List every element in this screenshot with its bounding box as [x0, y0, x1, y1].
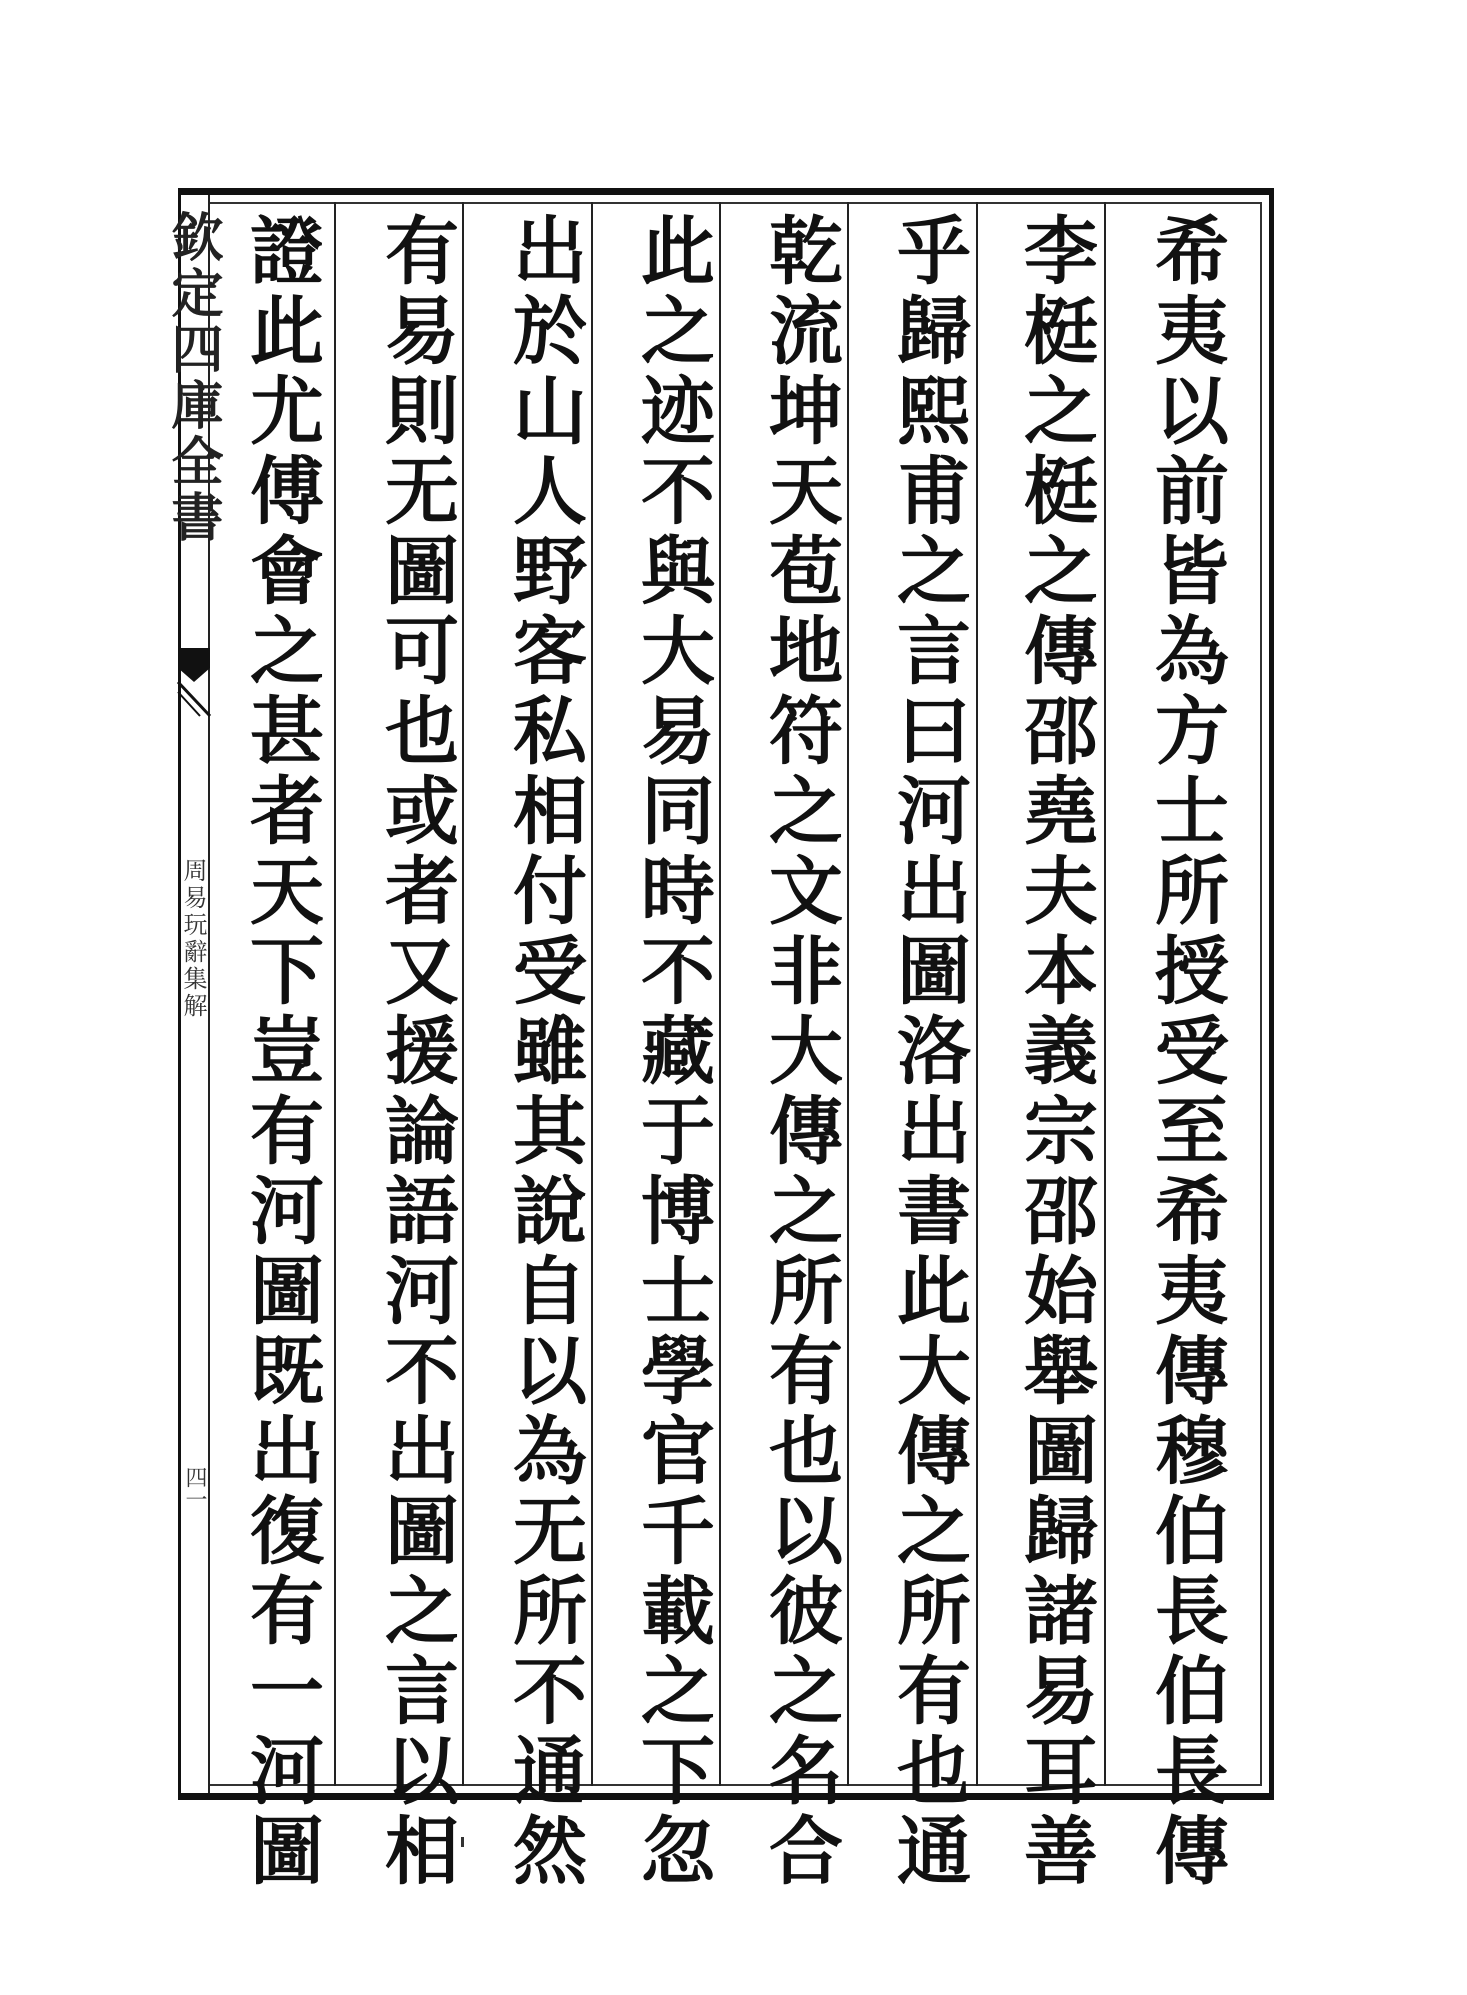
- margin-book-title: 欽定四庫全書: [162, 210, 223, 546]
- fish-tail-mark: [178, 648, 210, 716]
- text-column-4: 乾流坤天苞地符之文非大傳之所有也以彼之名合: [757, 212, 843, 1892]
- text-column-2: 李梃之梃之傳邵堯夫本義宗邵始舉圖歸諸易耳善: [1012, 212, 1098, 1892]
- text-column-5: 此之迹不與大易同時不藏于博士學官千載之下忽: [629, 212, 715, 1892]
- margin-section-title: 周易玩辭集解: [179, 858, 207, 1020]
- ink-speck: [461, 1837, 464, 1847]
- text-column-1: 希夷以前皆為方士所授受至希夷傳穆伯長伯長傳: [1143, 212, 1229, 1892]
- text-column-3: 乎歸熙甫之言曰河出圖洛出書此大傳之所有也通: [885, 212, 971, 1892]
- margin-page-number: 四一: [182, 1466, 207, 1510]
- text-column-6: 出於山人野客私相付受雖其說自以為无所不通然: [501, 212, 587, 1892]
- text-column-8: 證此尤傅會之甚者天下豈有河圖既出復有一河圖: [238, 212, 324, 1892]
- text-column-7: 有易則无圖可也或者又援論語河不出圖之言以相: [373, 212, 459, 1892]
